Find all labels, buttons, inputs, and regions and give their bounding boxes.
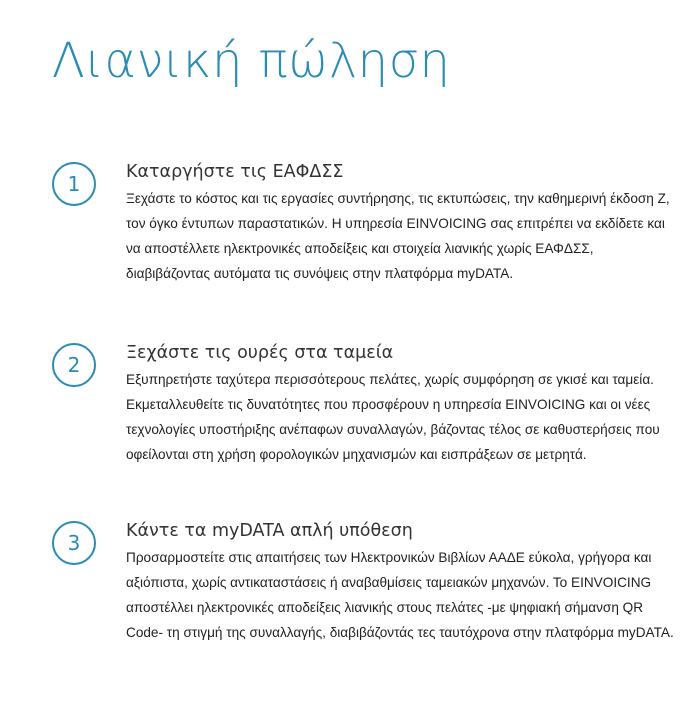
feature-body [126,520,674,645]
feature-description: Προσαρμοστείτε στις απαιτήσεις των Ηλεκτρονικών Βιβλίων ΑΑΔΕ εύκολα, γρήγορα και αξιόπιστα, χωρίς αντικαταστάσεις ή αναβαθμίσεις ταμειακών μηχανών. Το EINVOICING αποστέλλει ηλεκτρονικές αποδείξεις λιανικής στους πελάτες -με ψηφιακή σήμανση QR Code- τη στιγμή της συναλλαγής, διαβιβάζοντάς τες ταυτόχρονα στην πλατφόρμα myDATA. [126,550,674,640]
feature-heading: Καταργήστε τις ΕΑΦΔΣΣ [126,162,344,182]
feature-heading: Κάντε τα myDATA απλή υπόθεση [126,521,413,541]
step-number-badge: 1 [52,162,96,206]
feature-description: Ξεχάστε το κόστος και τις εργασίες συντήρησης, τις εκτυπώσεις, την καθημερινή έκδοση Ζ, τον όγκο έντυπων παραστατικών. Η υπηρεσία EINVOICING σας επιτρέπει να εκδίδετε και να αποστέλλετε ηλεκτρονικές αποδείξεις και στοιχεία λιανικής χωρίς ΕΑΦΔΣΣ, διαβιβάζοντας αυτόματα τις συνόψεις στην πλατφόρμα myDATA. [126,191,670,281]
feature-body [126,342,674,467]
feature-heading: Ξεχάστε τις ουρές στα ταμεία [126,343,394,363]
page-title: Λιανική πώληση [52,33,451,89]
feature-body [126,161,674,286]
step-number-badge: 2 [52,343,96,387]
feature-description: Εξυπηρετήστε ταχύτερα περισσότερους πελάτες, χωρίς συμφόρηση σε γκισέ και ταμεία. Εκμεταλλευθείτε τις δυνατότητες που προσφέρουν η υπηρεσία EINVOICING και οι νέες τεχνολογίες υποστήριξης ανέπαφων συναλλαγών, βάζοντας τέλος σε καθυστερήσεις που οφείλονται στη χρήση φορολογικών μηχανισμών και εισπράξεων σε μετρητά. [126,372,660,462]
step-number-badge: 3 [52,521,96,565]
